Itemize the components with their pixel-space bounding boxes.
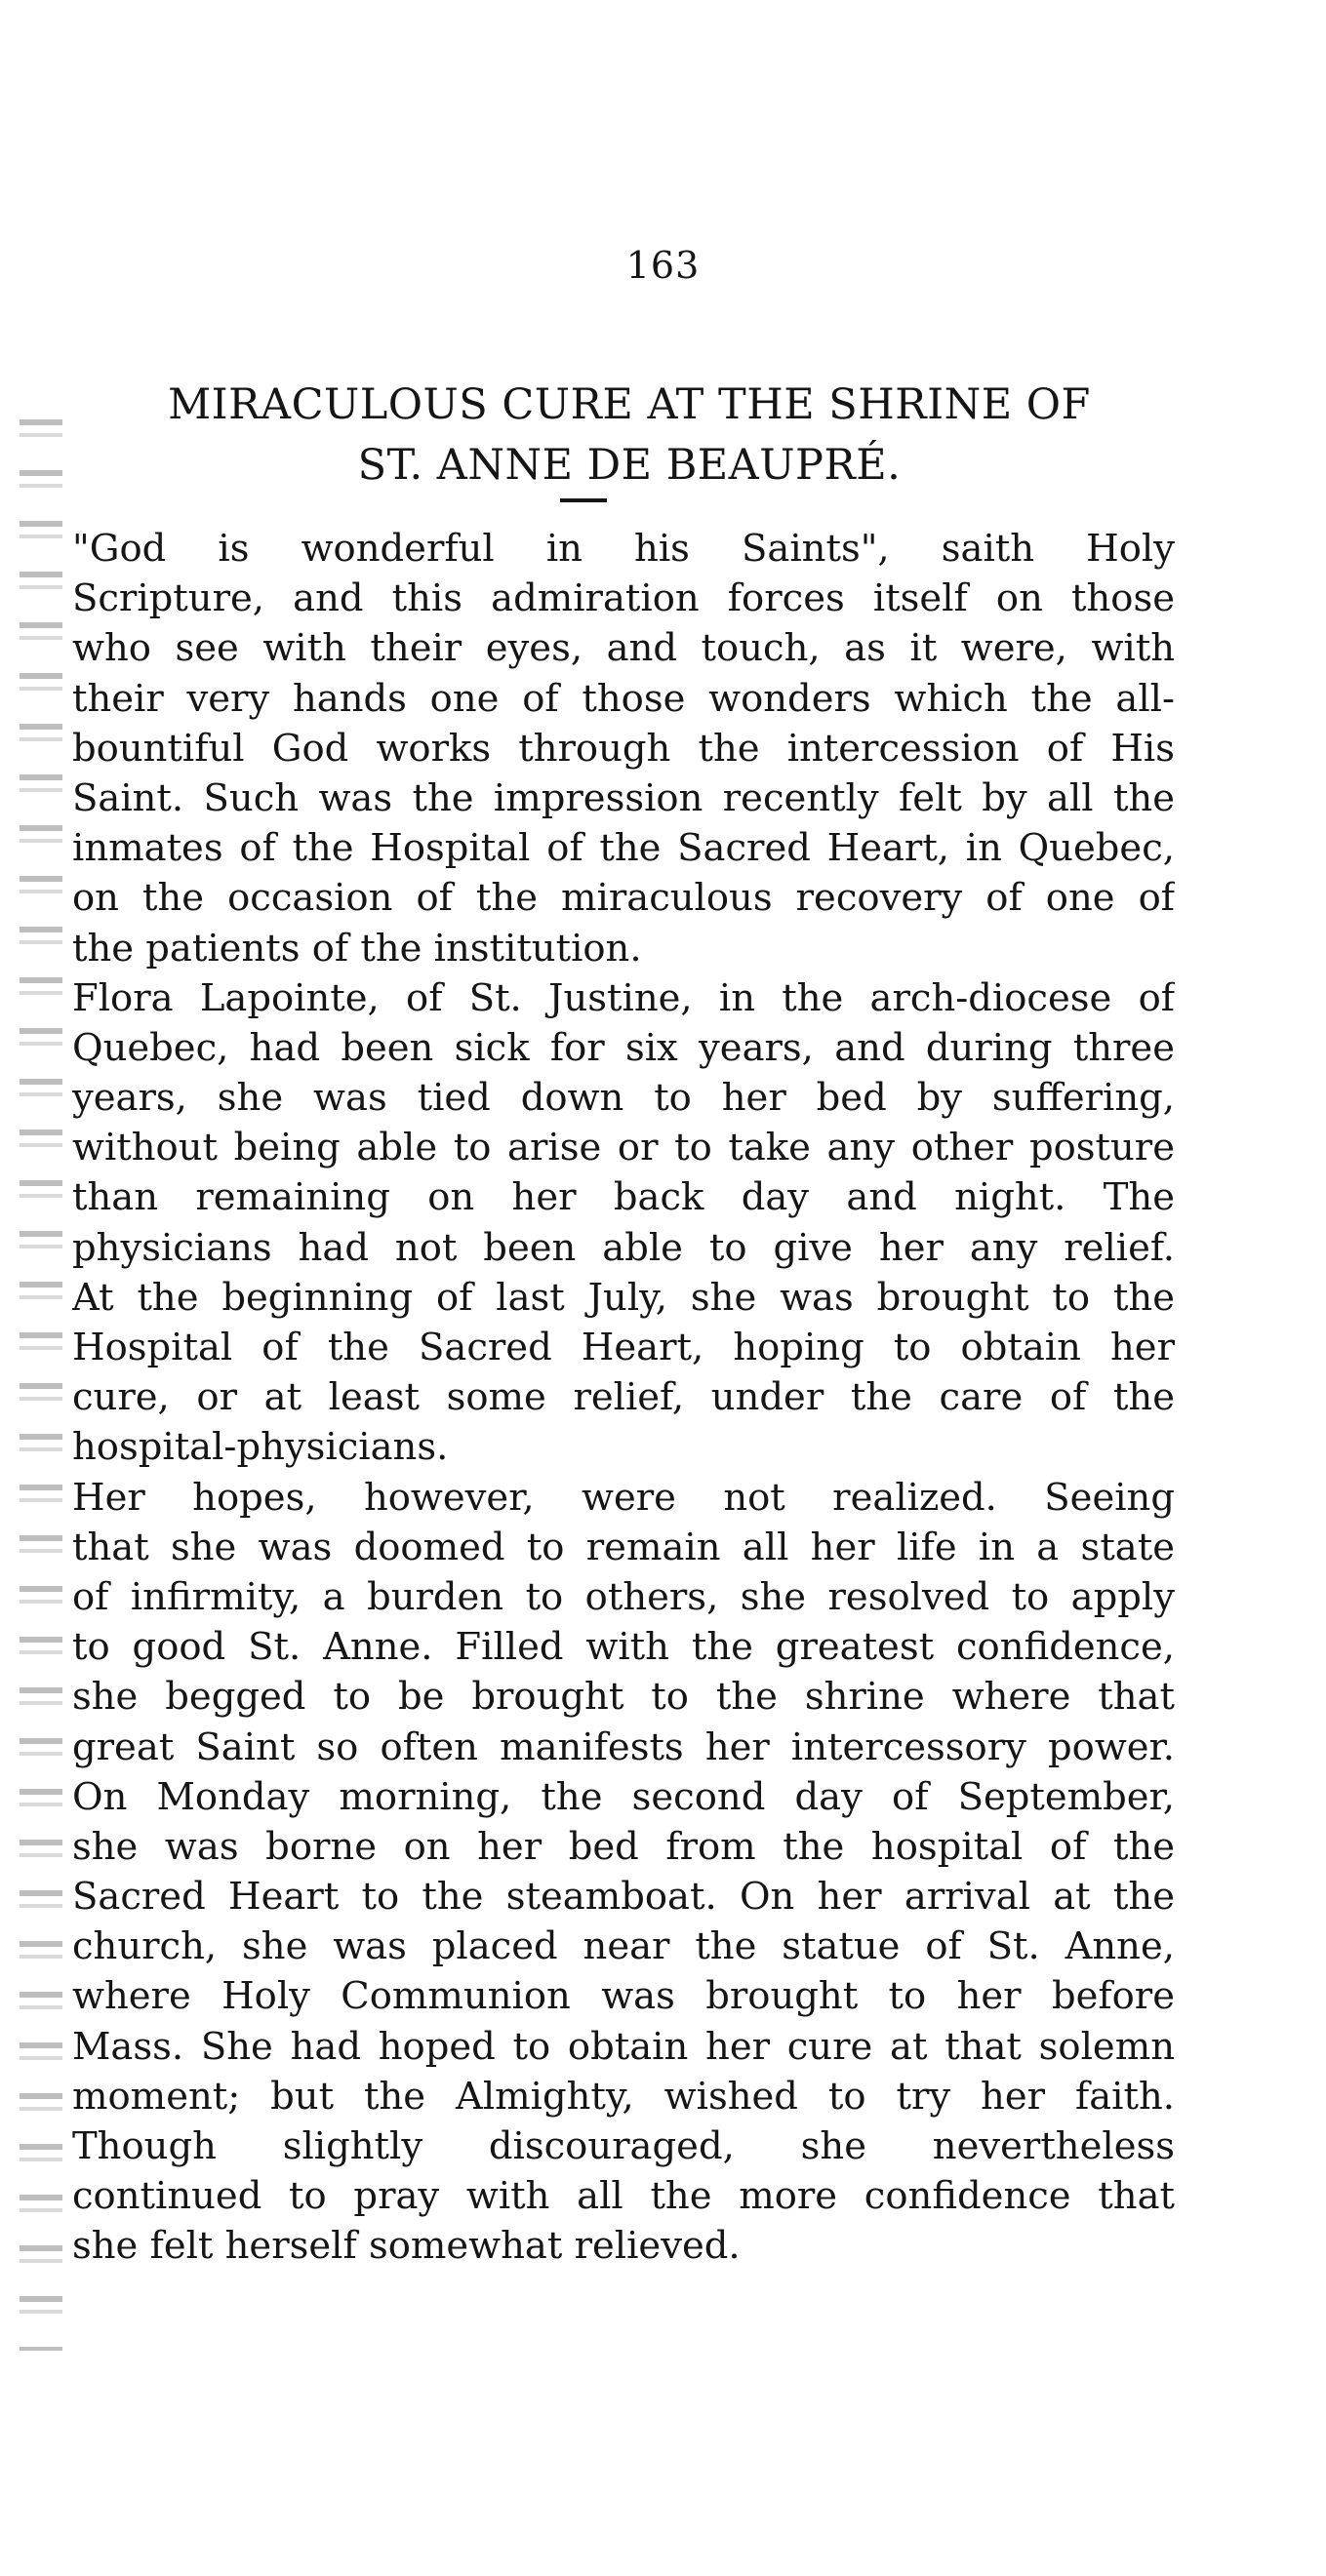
text-line: "God is wonderful in his Saints", saith Holy	[72, 527, 1175, 571]
text-line: to good St. Anne. Filled with the greatest confidence,	[72, 1625, 1175, 1670]
text-line: inmates of the Hospital of the Sacred Heart, in Quebec,	[72, 826, 1175, 871]
binding-gutter-shadow	[20, 419, 62, 2351]
text-line: moment; but the Almighty, wished to try her faith.	[72, 2074, 1175, 2119]
text-line: Hospital of the Sacred Heart, hoping to obtain her	[72, 1326, 1175, 1369]
text-line: Her hopes, however, were not realized. Seeing	[72, 1475, 1175, 1520]
text-line: where Holy Communion was brought to her before	[72, 1974, 1175, 2019]
text-line: physicians had not been able to give her any relief.	[72, 1225, 1175, 1270]
text-line: At the beginning of last July, she was brought to the	[72, 1275, 1175, 1320]
text-line: Scripture, and this admiration forces itself on those	[72, 576, 1175, 621]
text-line: Flora Lapointe, of St. Justine, in the arch-diocese of	[72, 975, 1175, 1020]
text-line: of infirmity, a burden to others, she resolved to apply	[72, 1574, 1175, 1619]
text-line: great Saint so often manifests her intercessory power.	[72, 1724, 1175, 1769]
text-line: without being able to arise or to take any other posture	[72, 1126, 1175, 1170]
page-number: 163	[625, 244, 701, 287]
text-line: Though slightly discouraged, she nevertheless	[72, 2124, 1175, 2168]
text-line: that she was doomed to remain all her life in a state	[72, 1525, 1175, 1569]
text-line: Sacred Heart to the steamboat. On her arrival at the	[72, 1875, 1175, 1920]
text-line: on the occasion of the miraculous recovery of one of	[72, 876, 1175, 921]
paragraph-end-line: the patients of the institution.	[72, 926, 642, 971]
text-line: continued to pray with all the more confidence that	[72, 2174, 1175, 2219]
text-line: Saint. Such was the impression recently felt by all the	[72, 775, 1175, 820]
paragraph-end-line: hospital-physicians.	[72, 1425, 449, 1470]
text-line: cure, or at least some relief, under the care of the	[72, 1375, 1175, 1420]
text-line: she was borne on her bed from the hospital of the	[72, 1824, 1175, 1869]
body-text	[72, 524, 1175, 2272]
text-line: than remaining on her back day and night. The	[72, 1175, 1175, 1220]
chapter-title-line: ST. ANNE DE BEAUPRÉ.	[357, 440, 902, 490]
text-line: their very hands one of those wonders which the all-	[72, 676, 1175, 721]
text-line: she begged to be brought to the shrine where that	[72, 1675, 1175, 1720]
text-line: Mass. She had hoped to obtain her cure at that solemn	[72, 2024, 1175, 2069]
text-line: bountiful God works through the intercession of His	[72, 726, 1175, 771]
chapter-title	[68, 375, 1190, 495]
paragraph-end-line: she felt herself somewhat relieved.	[72, 2224, 741, 2269]
chapter-title-line: MIRACULOUS CURE AT THE SHRINE OF	[168, 379, 1091, 429]
text-line: years, she was tied down to her bed by suffering,	[72, 1076, 1175, 1121]
text-line: On Monday morning, the second day of September,	[72, 1774, 1175, 1819]
title-divider-rule	[560, 498, 607, 502]
text-line: Quebec, had been sick for six years, and during three	[72, 1025, 1175, 1070]
text-line: who see with their eyes, and touch, as it were, with	[72, 626, 1175, 671]
text-line: church, she was placed near the statue of St. Anne,	[72, 1924, 1175, 1969]
